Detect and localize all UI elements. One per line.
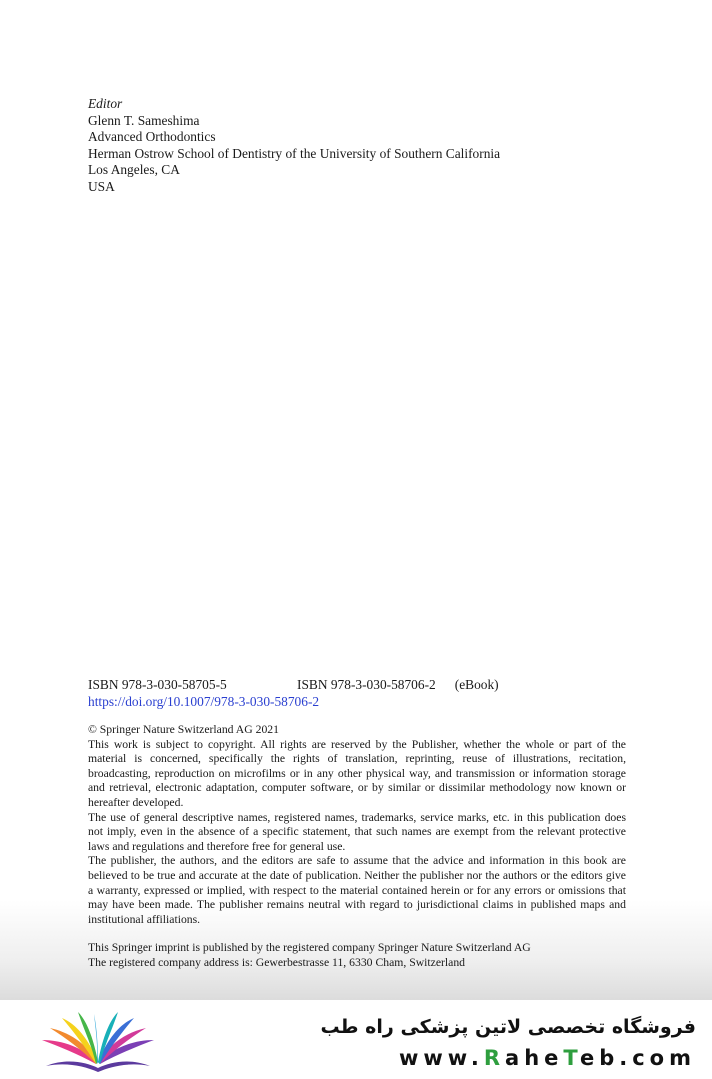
editor-city: Los Angeles, CA bbox=[88, 162, 180, 177]
editor-country: USA bbox=[88, 178, 115, 194]
imprint-block bbox=[88, 941, 531, 970]
editor-role-label: Editor bbox=[88, 96, 123, 111]
imprint-address-line: The registered company address is: Gewerbestrasse 11, 6330 Cham, Switzerland bbox=[88, 955, 466, 969]
editor-department: Advanced Orthodontics bbox=[88, 129, 216, 144]
copyright-line: © Springer Nature Switzerland AG 2021 bbox=[88, 723, 279, 736]
watermark-url[interactable]: www.RaheTeb.com bbox=[398, 1046, 696, 1070]
watermark-persian-text: فروشگاه تخصصی لاتین پزشکی راه طب bbox=[320, 1016, 696, 1038]
trademark-paragraph: The use of general descriptive names, registered names, trademarks, service marks, etc. in this publication does not imply, even in the absence of a specific statement, that such names are exempt from the relevant protective laws and regulations and therefore free for general use. bbox=[88, 810, 626, 853]
editor-institution: Herman Ostrow School of Dentistry of the University of Southern California bbox=[88, 145, 501, 161]
isbn-print: ISBN 978-3-030-58705-5 bbox=[88, 677, 227, 692]
editor-block bbox=[88, 96, 500, 195]
imprint-company-line: This Springer imprint is published by the registered company Springer Nature Switzerland AG bbox=[88, 941, 531, 954]
legal-notice bbox=[88, 723, 626, 927]
isbn-row bbox=[88, 677, 499, 694]
isbn-ebook-type: (eBook) bbox=[454, 677, 499, 692]
disclaimer-paragraph: The publisher, the authors, and the editors are safe to assume that the advice and information in this book are believed to be true and accurate at the date of publication. Neither the publisher nor the authors or the editors give a warranty, expressed or implied, with respect to the material contained herein or for any errors or omissions that may have been made. The publisher remains neutral with regard to jurisdictional claims in published maps and institutional affiliations. bbox=[88, 854, 626, 926]
identifiers-block bbox=[88, 677, 499, 710]
open-book-rainbow-icon bbox=[38, 1010, 158, 1072]
editor-name: Glenn T. Sameshima bbox=[88, 112, 200, 128]
rights-paragraph: This work is subject to copyright. All rights are reserved by the Publisher, whether the whole or part of the material is concerned, specifically the rights of translation, reprinting, reuse of illustrations, recitation, broadcasting, reproduction on microfilms or in any other physical way, and transmission or information storage and retrieval, electronic adaptation, computer software, or by similar or dissimilar methodology now known or hereafter developed. bbox=[88, 737, 626, 809]
doi-link[interactable]: https://doi.org/10.1007/978-3-030-58706-2 bbox=[88, 693, 320, 709]
isbn-ebook: ISBN 978-3-030-58706-2 bbox=[297, 677, 436, 692]
